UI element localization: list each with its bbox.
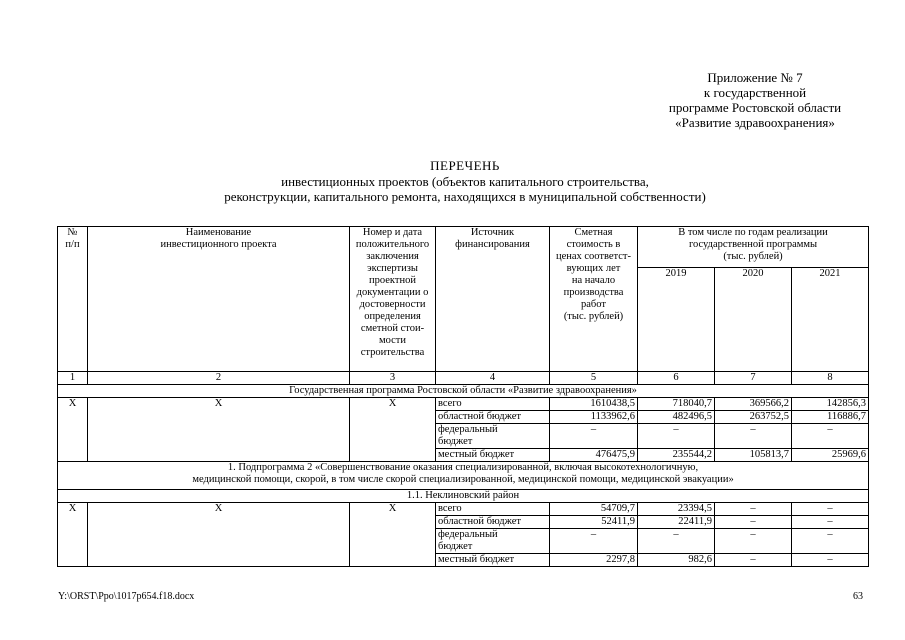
subprogram-title-row: 1. Подпрограмма 2 «Совершенствование оказания специализированной, включая высокотехнологичную, медицинской помощи, скорой, в том числе скорой специализированной, медицинской помощи, медицинской эвакуации»: [58, 462, 869, 490]
district-title-row: 1.1. Неклиновский район: [58, 490, 869, 503]
header-cost: Сметная стоимость в ценах соответст- вующих лет на начало производства работ (тыс. рублей): [550, 227, 638, 372]
col-number: 1: [58, 372, 88, 385]
y2019-cell: 23394,5: [638, 503, 715, 516]
title-line-2: инвестиционных проектов (объектов капитального строительства,: [281, 173, 649, 189]
source-cell: всего: [436, 503, 550, 516]
header-year-2021: 2021: [792, 268, 869, 372]
source-cell: местный бюджет: [436, 554, 550, 567]
y2021-cell: 25969,6: [792, 449, 869, 462]
y2021-cell: –: [792, 424, 869, 449]
investment-projects-table: [57, 226, 869, 567]
y2020-cell: –: [715, 529, 792, 554]
y2019-cell: 235544,2: [638, 449, 715, 462]
y2019-cell: 22411,9: [638, 516, 715, 529]
district-num-cell: Х: [58, 503, 88, 567]
y2020-cell: –: [715, 424, 792, 449]
document-title: [120, 158, 810, 205]
program-num-cell: Х: [58, 398, 88, 462]
column-numbers-row: [58, 372, 869, 385]
table-row: [58, 398, 869, 411]
y2019-cell: –: [638, 424, 715, 449]
appendix-line-3: программе Ростовской области: [668, 100, 842, 115]
header-source: Источник финансирования: [436, 227, 550, 372]
y2020-cell: –: [715, 503, 792, 516]
cost-cell: 52411,9: [550, 516, 638, 529]
cost-cell: –: [550, 424, 638, 449]
source-cell: федеральный бюджет: [436, 424, 550, 449]
source-cell: областной бюджет: [436, 516, 550, 529]
col-number: 8: [792, 372, 869, 385]
cost-cell: 1133962,6: [550, 411, 638, 424]
district-name-cell: Х: [88, 503, 350, 567]
page-number: 63: [853, 591, 863, 602]
col-number: 2: [88, 372, 350, 385]
cost-cell: –: [550, 529, 638, 554]
program-name-cell: Х: [88, 398, 350, 462]
source-cell: областной бюджет: [436, 411, 550, 424]
y2021-cell: –: [792, 554, 869, 567]
cost-cell: 476475,9: [550, 449, 638, 462]
header-year-2020: 2020: [715, 268, 792, 372]
header-expertise: Номер и дата положительного заключения экспертизы проектной документации о достоверности определения сметной стои- мости строительства: [350, 227, 436, 372]
program-expertise-cell: Х: [350, 398, 436, 462]
appendix-line-2: к государственной: [703, 85, 807, 100]
y2019-cell: 718040,7: [638, 398, 715, 411]
district-expertise-cell: Х: [350, 503, 436, 567]
y2020-cell: 105813,7: [715, 449, 792, 462]
table-row: [58, 503, 869, 516]
y2019-cell: 982,6: [638, 554, 715, 567]
y2020-cell: –: [715, 554, 792, 567]
source-cell: федеральный бюджет: [436, 529, 550, 554]
header-year-2019: 2019: [638, 268, 715, 372]
col-number: 7: [715, 372, 792, 385]
header-name: Наименование инвестиционного проекта: [88, 227, 350, 372]
header-num: № п/п: [58, 227, 88, 372]
y2020-cell: 263752,5: [715, 411, 792, 424]
y2021-cell: 116886,7: [792, 411, 869, 424]
title-line-1: ПЕРЕЧЕНЬ: [430, 158, 500, 173]
source-cell: всего: [436, 398, 550, 411]
file-path-footer: Y:\ORST\Ppo\1017p654.f18.docx: [58, 591, 195, 602]
y2020-cell: –: [715, 516, 792, 529]
cost-cell: 2297,8: [550, 554, 638, 567]
y2019-cell: 482496,5: [638, 411, 715, 424]
col-number: 4: [436, 372, 550, 385]
y2020-cell: 369566,2: [715, 398, 792, 411]
appendix-line-4: «Развитие здравоохранения»: [675, 115, 835, 130]
y2021-cell: –: [792, 516, 869, 529]
header-years-group: В том числе по годам реализации государственной программы (тыс. рублей): [638, 227, 869, 268]
cost-cell: 54709,7: [550, 503, 638, 516]
title-line-3: реконструкции, капитального ремонта, находящихся в муниципальной собственности): [224, 189, 706, 204]
y2019-cell: –: [638, 529, 715, 554]
y2021-cell: 142856,3: [792, 398, 869, 411]
y2021-cell: –: [792, 529, 869, 554]
appendix-line-1: Приложение № 7: [707, 70, 803, 85]
source-cell: местный бюджет: [436, 449, 550, 462]
col-number: 3: [350, 372, 436, 385]
program-title-row: Государственная программа Ростовской области «Развитие здравоохранения»: [58, 385, 869, 398]
cost-cell: 1610438,5: [550, 398, 638, 411]
appendix-header: [640, 70, 870, 130]
y2021-cell: –: [792, 503, 869, 516]
col-number: 5: [550, 372, 638, 385]
col-number: 6: [638, 372, 715, 385]
